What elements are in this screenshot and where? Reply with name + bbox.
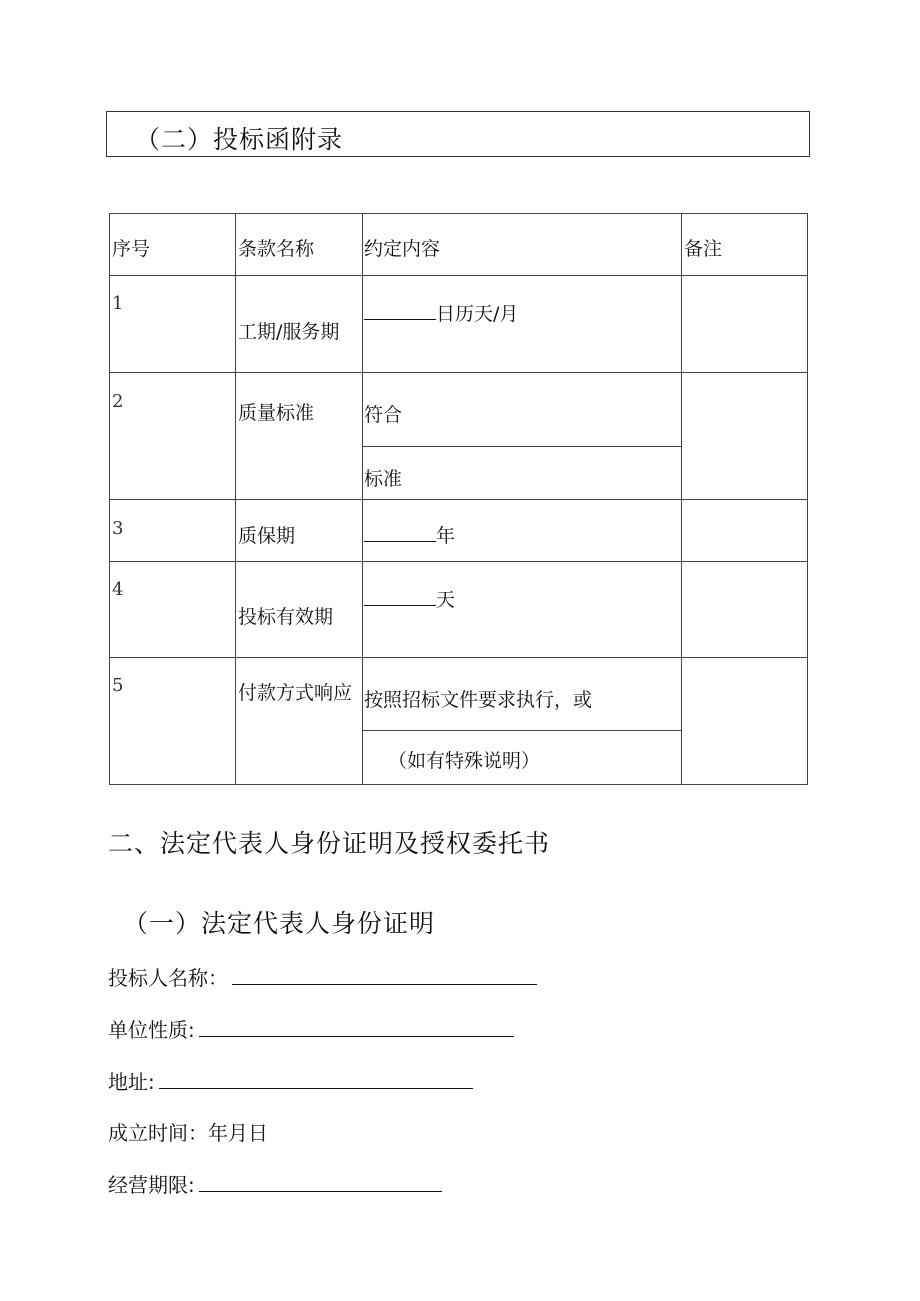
field-bidder-name xyxy=(108,962,537,991)
field-address xyxy=(108,1066,473,1095)
header-name: 条款名称 xyxy=(238,238,315,260)
table-border-right xyxy=(807,213,808,785)
row-no: 4 xyxy=(112,579,124,600)
row-content xyxy=(364,299,518,326)
row-no: 3 xyxy=(112,518,124,539)
fill-blank[interactable] xyxy=(232,966,537,985)
table-rule xyxy=(109,372,808,373)
table-rule xyxy=(362,446,681,447)
field-label: 成立时间：年月日 xyxy=(108,1121,268,1145)
row-content xyxy=(364,521,455,548)
row-content-text: 天 xyxy=(436,589,456,611)
appendix-title: （二）投标函附录 xyxy=(135,125,344,154)
table-rule xyxy=(681,213,682,785)
row-name: 工期/服务期 xyxy=(238,321,340,343)
row-name: 投标有效期 xyxy=(238,606,334,628)
row-no: 5 xyxy=(112,675,124,696)
fill-blank[interactable] xyxy=(159,1070,473,1089)
table-rule xyxy=(362,730,681,731)
header-content: 约定内容 xyxy=(364,238,441,260)
row-content-text: 日历天/月 xyxy=(436,303,519,325)
table-rule xyxy=(362,213,363,785)
header-remarks: 备注 xyxy=(684,238,723,260)
fill-blank[interactable] xyxy=(364,301,436,320)
row-no: 2 xyxy=(112,391,124,412)
row-content xyxy=(364,585,455,612)
table-border-top xyxy=(109,213,808,214)
row-name: 质保期 xyxy=(238,525,296,547)
field-label: 投标人名称： xyxy=(108,966,228,990)
subsection-title: （一）法定代表人身份证明 xyxy=(123,909,436,938)
row-content: 按照招标文件要求执行，或 xyxy=(364,689,593,711)
row-name: 付款方式响应 xyxy=(238,682,353,704)
row-content-2: （如有特殊说明） xyxy=(388,750,541,772)
row-content-text: 年 xyxy=(436,525,456,547)
row-no: 1 xyxy=(112,293,124,314)
row-content: 符合 xyxy=(364,404,403,426)
fill-blank[interactable] xyxy=(364,523,436,542)
field-label: 地址: xyxy=(108,1070,155,1094)
header-no: 序号 xyxy=(112,238,151,260)
fill-blank[interactable] xyxy=(199,1018,514,1037)
table-rule xyxy=(109,657,808,658)
table-rule xyxy=(109,275,808,276)
table-border-bottom xyxy=(109,784,808,785)
section-title: 二、法定代表人身份证明及授权委托书 xyxy=(108,829,551,858)
field-entity-type xyxy=(108,1014,514,1043)
field-label: 经营期限: xyxy=(108,1173,195,1197)
table-rule xyxy=(235,213,236,785)
table-border-left xyxy=(109,213,110,785)
row-name: 质量标准 xyxy=(238,402,315,424)
table-rule xyxy=(109,561,808,562)
field-label: 单位性质: xyxy=(108,1018,195,1042)
table-rule xyxy=(109,499,808,500)
fill-blank[interactable] xyxy=(199,1173,442,1192)
field-established xyxy=(108,1117,268,1146)
row-content-2: 标准 xyxy=(364,468,403,490)
fill-blank[interactable] xyxy=(364,587,436,606)
field-term xyxy=(108,1169,442,1198)
